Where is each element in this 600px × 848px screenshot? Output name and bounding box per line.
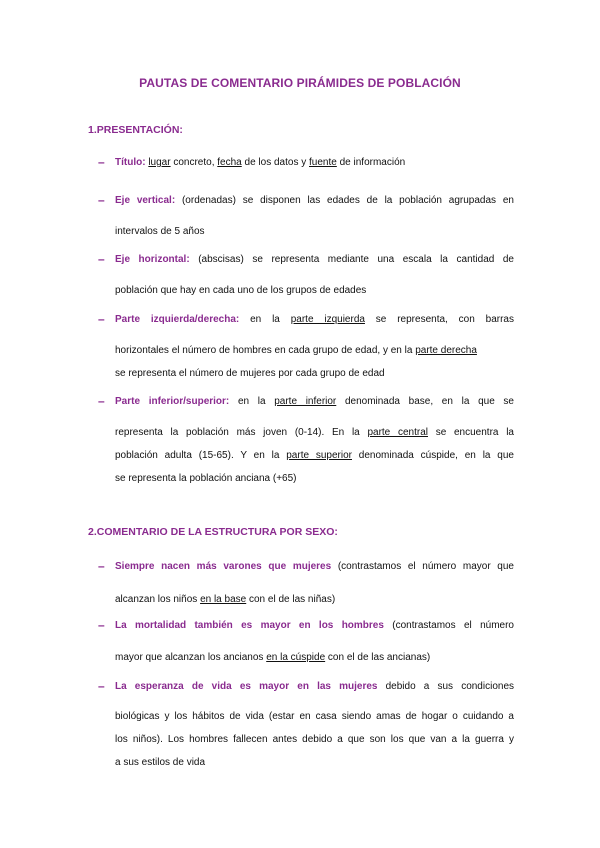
underlined-term: parte derecha (415, 345, 477, 356)
dash-bullet: – (98, 618, 105, 632)
item-line (115, 427, 514, 439)
item-line: se representa el número de mujeres por cada grupo de edad (115, 368, 385, 379)
dash-bullet: – (98, 394, 105, 408)
item-text: denominada base, en la que se (336, 396, 514, 407)
document-title: PAUTAS DE COMENTARIO PIRÁMIDES DE POBLACIÓN (139, 76, 461, 90)
item-line (115, 620, 514, 632)
item-text: de los datos y (241, 157, 310, 168)
item-line (115, 450, 514, 462)
section-heading-presentacion: 1.PRESENTACIÓN: (88, 124, 183, 136)
item-line: intervalos de 5 años (115, 226, 205, 237)
underlined-term: parte izquierda (290, 314, 365, 325)
underlined-term: parte superior (286, 450, 352, 461)
item-label: La mortalidad también es mayor en los hombres (115, 620, 384, 631)
dash-bullet: – (98, 252, 105, 266)
item-text: (contrastamos el número mayor que (331, 561, 514, 572)
item-label: Parte inferior/superior: (115, 396, 230, 407)
item-line: se representa la población anciana (+65) (115, 473, 297, 484)
item-line: biológicas y los hábitos de vida (estar en casa siendo amas de hogar o cuidando a (115, 711, 514, 722)
item-label: La esperanza de vida es mayor en las mujeres (115, 681, 378, 692)
item-line (115, 652, 430, 664)
item-line (115, 254, 514, 266)
item-text: con el de las ancianas) (325, 652, 431, 663)
item-line (115, 681, 514, 693)
item-text: horizontales el número de hombres en cada grupo de edad, y en la (115, 345, 416, 356)
underlined-term: parte inferior (274, 396, 337, 407)
item-text: denominada cúspide, en la que (351, 450, 514, 461)
item-text: población adulta (15-65). Y en la (115, 450, 287, 461)
item-line (115, 594, 335, 606)
item-text: se representa, con barras (364, 314, 514, 325)
dash-bullet: – (98, 559, 105, 573)
dash-bullet: – (98, 155, 105, 169)
item-text: (ordenadas) se disponen las edades de la población agrupadas en (175, 195, 514, 206)
item-text: con el de las niñas) (246, 594, 336, 605)
underlined-term: en la base (200, 594, 247, 605)
item-label: Parte izquierda/derecha: (115, 314, 240, 325)
item-line (115, 314, 514, 326)
dash-bullet: – (98, 193, 105, 207)
item-label: Título: (115, 157, 146, 168)
item-text: debido a sus condiciones (377, 681, 514, 692)
item-label: Siempre nacen más varones que mujeres (115, 561, 332, 572)
item-line (115, 195, 514, 207)
item-text: en la (239, 314, 291, 325)
section-heading-estructura-sexo: 2.COMENTARIO DE LA ESTRUCTURA POR SEXO: (88, 526, 338, 538)
item-text: se encuentra la (427, 427, 514, 438)
item-text: mayor que alcanzan los ancianos (115, 652, 267, 663)
item-label: Eje horizontal: (115, 254, 190, 265)
item-text: (abscisas) se representa mediante una escala la cantidad de (189, 254, 514, 265)
underlined-term: fecha (217, 157, 242, 168)
item-text: representa la población más joven (0-14). En la (115, 427, 368, 438)
item-line (115, 396, 514, 408)
item-line: a sus estilos de vida (115, 757, 206, 768)
item-line (115, 157, 405, 169)
underlined-term: parte central (367, 427, 428, 438)
item-text: concreto, (170, 157, 218, 168)
item-line: los niños). Los hombres fallecen antes debido a que son los que van a la guerra y (115, 734, 514, 745)
item-label: Eje vertical: (115, 195, 176, 206)
item-text: (contrastamos el número (383, 620, 514, 631)
item-text: alcanzan los niños (115, 594, 201, 605)
dash-bullet: – (98, 679, 105, 693)
dash-bullet: – (98, 312, 105, 326)
underlined-term: en la cúspide (266, 652, 326, 663)
item-line (115, 345, 477, 357)
item-line: población que hay en cada uno de los grupos de edades (115, 285, 367, 296)
item-text: en la (229, 396, 275, 407)
underlined-term: lugar (148, 157, 171, 168)
underlined-term: fuente (309, 157, 337, 168)
item-line (115, 561, 514, 573)
item-text: de información (336, 157, 406, 168)
